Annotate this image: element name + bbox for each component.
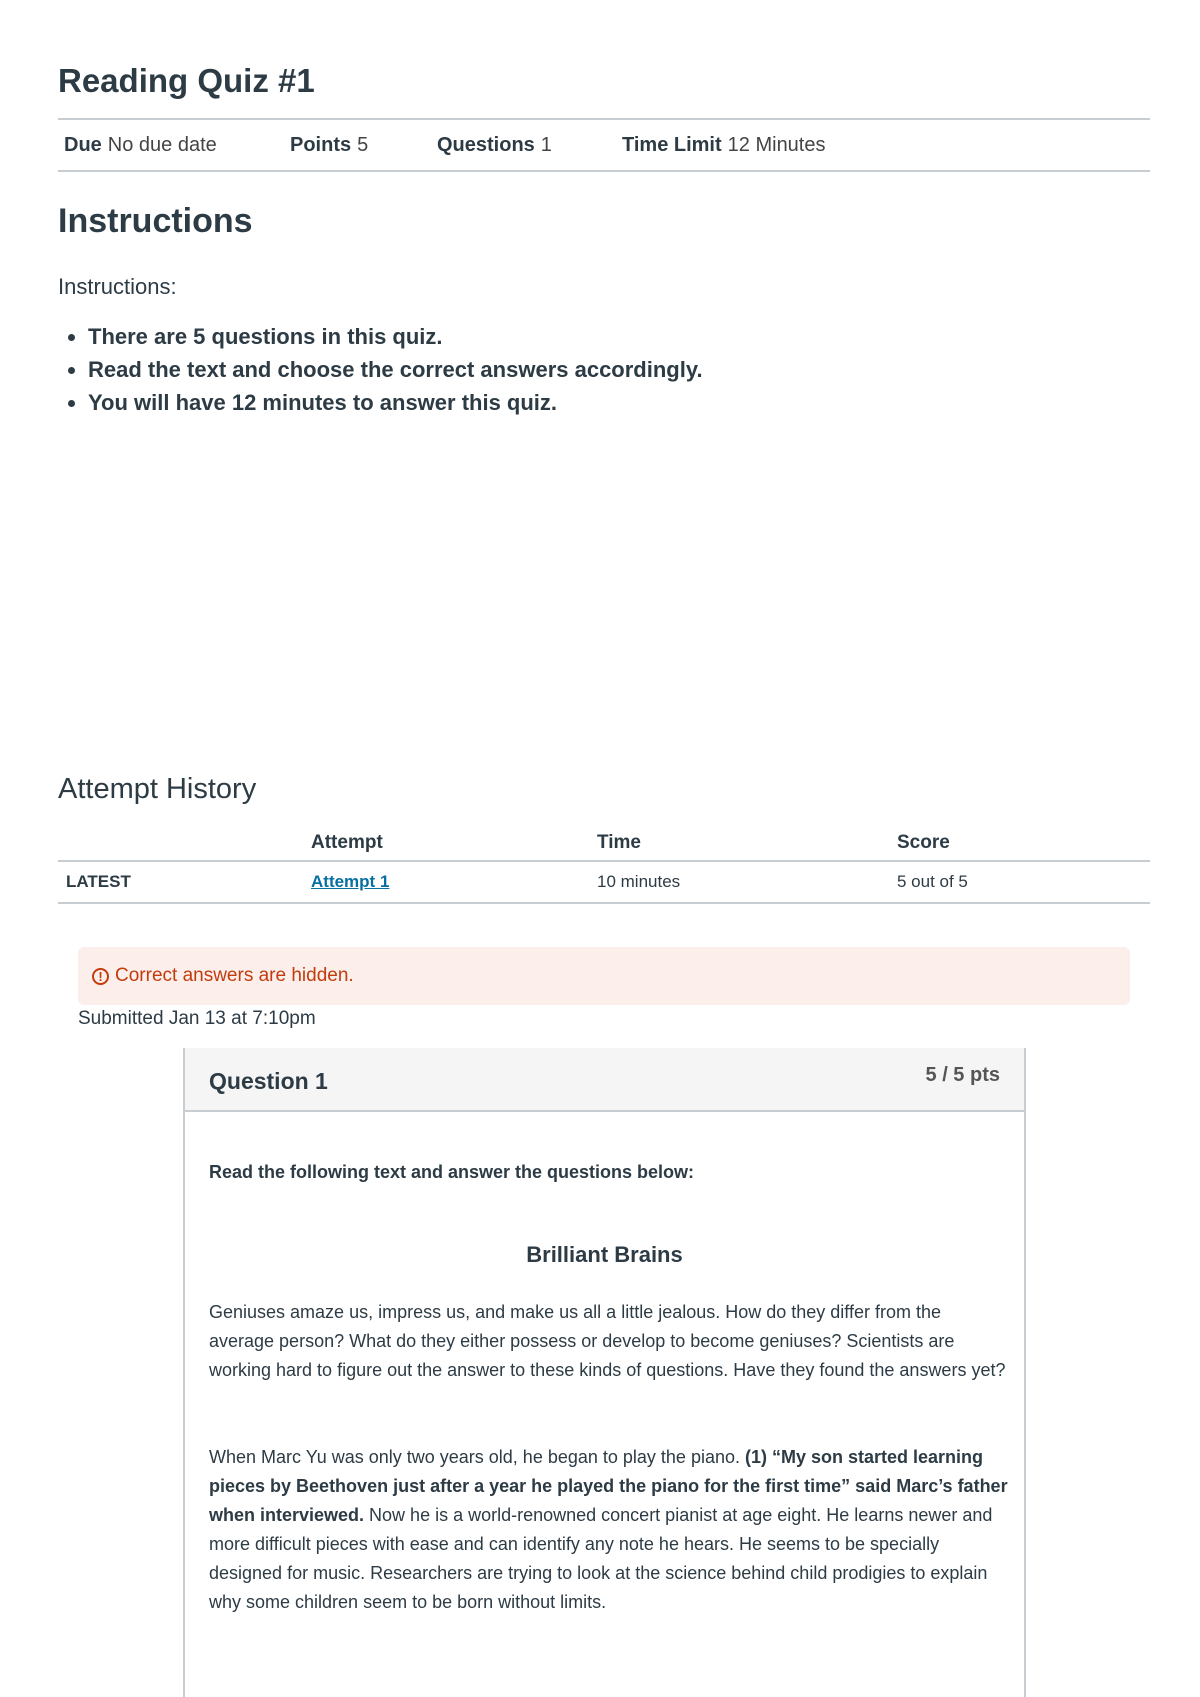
exclamation-circle-icon: ! <box>92 968 109 985</box>
table-header-row <box>58 826 1150 861</box>
paragraph-bold-quote: (1) “My son started learning pieces by Beethoven just after a year he played the piano for the first time” said Marc’s father when interviewed. <box>209 1447 1008 1525</box>
question-points: 5 / 5 pts <box>925 1064 1000 1086</box>
question-title: Question 1 <box>209 1068 328 1094</box>
page-title: Reading Quiz #1 <box>58 62 315 99</box>
points-meta <box>290 134 368 157</box>
due-value: No due date <box>107 133 217 156</box>
column-header-score: Score <box>897 826 1150 861</box>
quiz-meta-bar <box>58 118 1150 172</box>
time-limit-label: Time Limit <box>622 133 722 156</box>
points-value: 5 <box>357 133 369 156</box>
instructions-heading: Instructions <box>58 202 253 240</box>
attempt-1-link[interactable]: Attempt 1 <box>311 872 390 891</box>
due-label: Due <box>64 133 102 156</box>
question-card <box>183 1048 1026 1697</box>
list-item: • You will have 12 minutes to answer this quiz. <box>88 386 703 419</box>
passage-paragraph-2 <box>209 1443 1009 1617</box>
attempt-cell <box>311 861 597 903</box>
points-label: Points <box>290 133 352 156</box>
attempt-history-table <box>58 826 1150 904</box>
list-item: • There are 5 questions in this quiz. <box>88 320 703 353</box>
score-cell: 5 out of 5 <box>897 861 1150 903</box>
passage-title: Brilliant Brains <box>526 1242 683 1267</box>
question-header <box>185 1048 1024 1112</box>
alert-text: Correct answers are hidden. <box>115 965 354 986</box>
paragraph-text: When Marc Yu was only two years old, he began to play the piano. <box>209 1447 745 1467</box>
due-meta <box>64 134 217 157</box>
column-header <box>58 826 311 861</box>
questions-meta <box>437 134 552 157</box>
question-prompt: Read the following text and answer the questions below: <box>209 1162 695 1182</box>
time-cell: 10 minutes <box>597 861 897 903</box>
column-header-attempt: Attempt <box>311 826 597 861</box>
questions-value: 1 <box>540 133 552 156</box>
paragraph-text: Now he is a world-renowned concert pianist at age eight. He learns newer and more difficult pieces with ease and can identify any note he hears. He seems to be specially designed for music. Researchers are trying to look at the science behind child prodigies to explain why some children seem to be born without limits. <box>209 1505 993 1612</box>
latest-tag: LATEST <box>58 861 311 903</box>
column-header-time: Time <box>597 826 897 861</box>
submitted-timestamp: Submitted Jan 13 at 7:10pm <box>78 1008 316 1029</box>
passage-paragraph-1: Geniuses amaze us, impress us, and make us all a little jealous. How do they differ from the average person? What do they either possess or develop to become geniuses? Scientists are working hard to figure out the answer to these kinds of questions. Have they found the answers yet? <box>209 1302 1006 1380</box>
attempt-history-heading: Attempt History <box>58 773 257 805</box>
questions-label: Questions <box>437 133 535 156</box>
instructions-label: Instructions: <box>58 274 177 299</box>
time-limit-value: 12 Minutes <box>727 133 826 156</box>
table-row <box>58 861 1150 903</box>
list-item: • Read the text and choose the correct answers accordingly. <box>88 353 703 386</box>
time-limit-meta <box>622 134 826 157</box>
correct-answers-hidden-alert <box>78 947 1130 1005</box>
instructions-list <box>58 320 703 419</box>
